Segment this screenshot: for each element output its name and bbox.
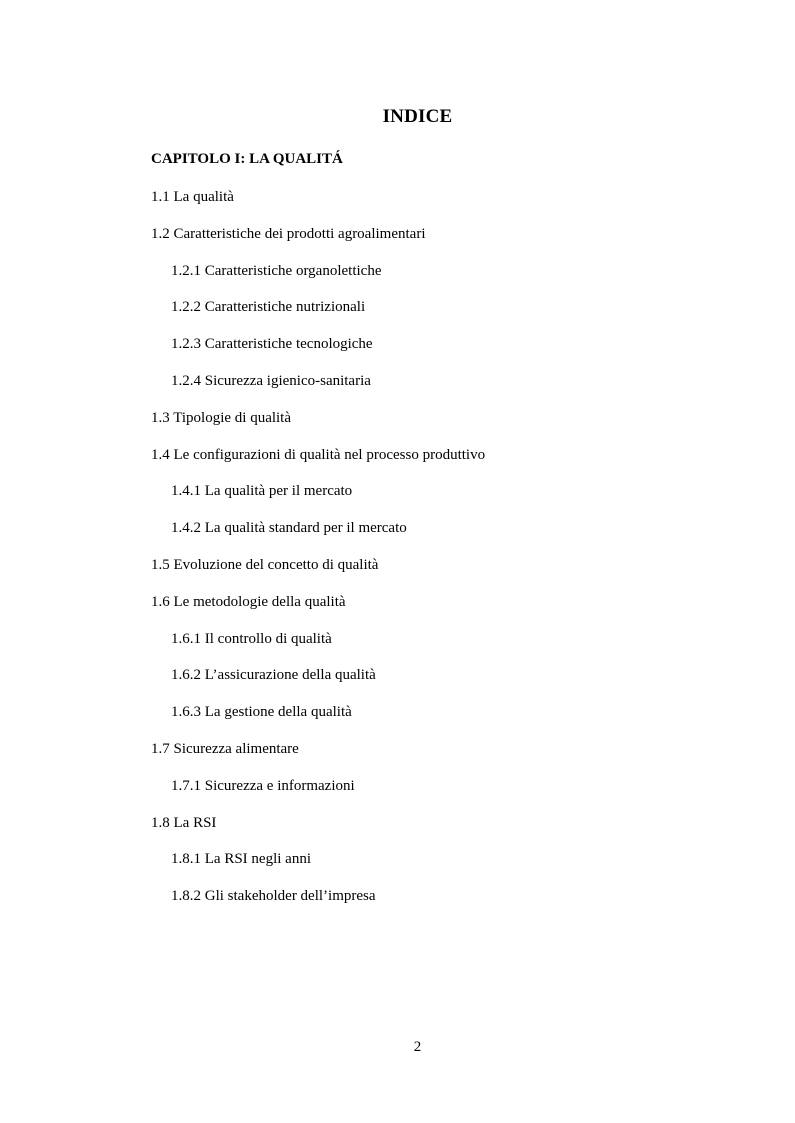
page-number: 2 xyxy=(413,1039,422,1055)
toc-subentry: 1.7.1 Sicurezza e informazioni xyxy=(171,777,355,794)
toc-entry: 1.7 Sicurezza alimentare xyxy=(151,740,299,757)
toc-entry: 1.6 Le metodologie della qualità xyxy=(151,593,346,610)
toc-subentry: 1.2.3 Caratteristiche tecnologiche xyxy=(171,336,373,353)
toc-entry: 1.2 Caratteristiche dei prodotti agroalimentari xyxy=(151,225,426,242)
toc-entry: 1.5 Evoluzione del concetto di qualità xyxy=(151,556,379,573)
toc-subentry: 1.6.2 L’assicurazione della qualità xyxy=(171,667,376,684)
chapter-heading: CAPITOLO I: LA QUALITÁ xyxy=(151,151,343,167)
toc-subentry: 1.2.4 Sicurezza igienico-sanitaria xyxy=(171,372,371,389)
toc-entry: 1.3 Tipologie di qualità xyxy=(151,409,292,426)
toc-subentry: 1.8.1 La RSI negli anni xyxy=(171,851,311,868)
toc-entry: 1.1 La qualità xyxy=(151,189,234,205)
toc-subentry: 1.2.1 Caratteristiche organolettiche xyxy=(171,262,382,279)
toc-entry: 1.8 La RSI xyxy=(151,814,217,831)
toc-subentry: 1.8.2 Gli stakeholder dell’impresa xyxy=(171,888,376,905)
toc-subentry: 1.2.2 Caratteristiche nutrizionali xyxy=(171,299,366,316)
toc-subentry: 1.4.1 La qualità per il mercato xyxy=(171,483,353,500)
table-of-contents xyxy=(151,187,485,923)
toc-subentry: 1.6.3 La gestione della qualità xyxy=(171,704,352,721)
page-title: INDICE xyxy=(382,106,453,127)
toc-subentry: 1.4.2 La qualità standard per il mercato xyxy=(171,520,407,537)
toc-entry: 1.4 Le configurazioni di qualità nel processo produttivo xyxy=(151,446,486,463)
toc-subentry: 1.6.1 Il controllo di qualità xyxy=(171,630,332,647)
